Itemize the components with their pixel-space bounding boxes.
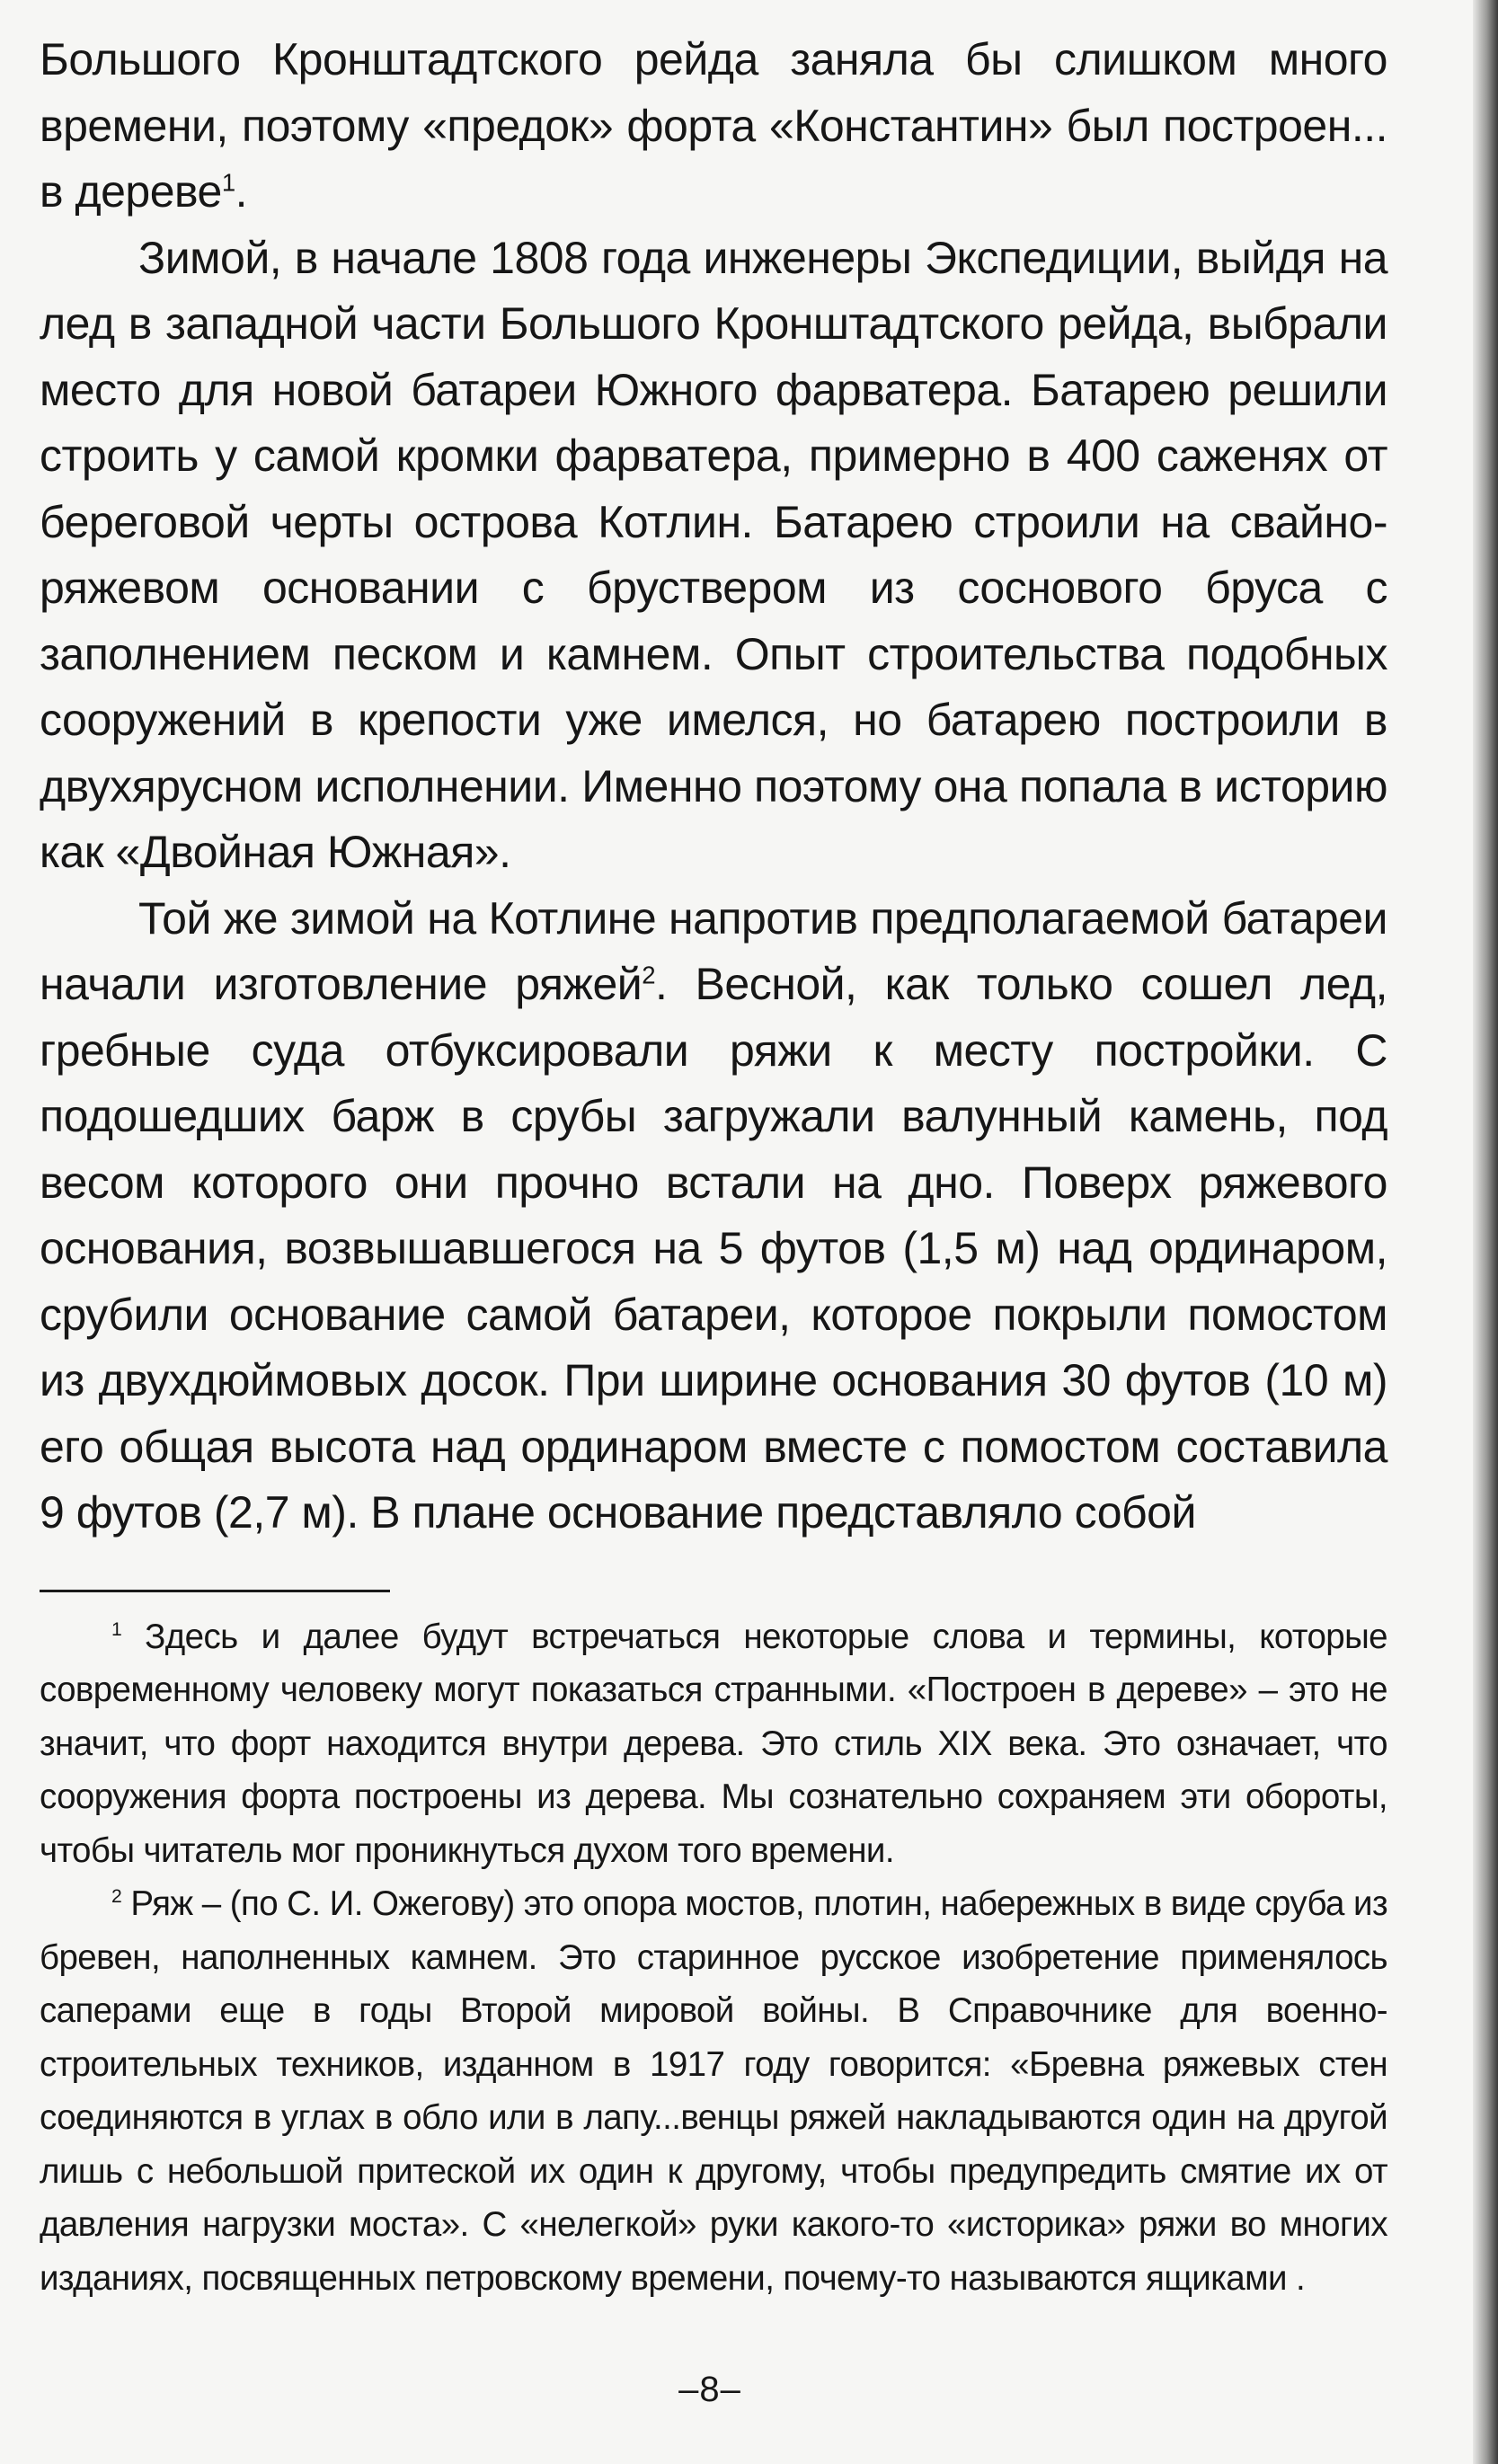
footnote-ref-1: 1 (221, 168, 235, 197)
footnotes (40, 1610, 1387, 2306)
footnote-divider (40, 1590, 390, 1592)
page-edge-shadow (1473, 0, 1498, 2464)
paragraph-3 (40, 886, 1387, 1547)
paragraph-1 (40, 27, 1387, 226)
footnote-1-mark: 1 (111, 1618, 122, 1640)
page-content (40, 27, 1387, 2305)
paragraph-3-text-after: . Весной, как только сошел лед, гребные суда отбуксировали ряжи к месту постройки. С подошедших барж в срубы загружали валунный камень, под весом которого они прочно встали на дно. Поверх ряжевого основания, возвышавшегося на 5 футов (1,5 м) над ординаром, срубили основание самой батареи, которое покрыли помостом из двухдюймовых досок. При ширине основания 30 футов (10 м) его общая высота над ординаром вместе с помостом составила 9 футов (2,7 м). В плане основание представляло собой (40, 959, 1387, 1538)
footnote-1-text: Здесь и далее будут встречаться некоторые слова и термины, которые современному человеку могут показаться странными. «Построен в дереве» – это не значит, что форт находится внутри дерева. Это стиль XIX века. Это означает, что сооружения форта построены из дерева. Мы сознательно сохраняем эти обороты, чтобы читатель мог проникнуться духом того времени. (40, 1617, 1387, 1870)
page-number: –8– (678, 2370, 741, 2409)
footnote-2-mark: 2 (111, 1886, 122, 1908)
main-text (40, 27, 1387, 1547)
paragraph-1-text: Большого Кронштадтского рейда заняла бы слишком много времени, поэтому «предок» форта «Константин» был построен... в дереве (40, 34, 1387, 217)
footnote-2 (40, 1877, 1387, 2305)
paragraph-3-text-before: Той же зимой на Котлине напротив предполагаемой батареи начали изготовление ряжей (40, 892, 1387, 1009)
paragraph-1-end: . (235, 166, 248, 217)
footnote-2-text: Ряж – (по С. И. Ожегову) это опора мостов, плотин, набережных в виде сруба из бревен, наполненных камнем. Это старинное русское изобретение применялось саперами еще в годы Второй мировой войны. В Справочнике для военно-строительных техников, изданном в 1917 году говорится: «Бревна ряжевых стен соединяются в углах в обло или в лапу...венцы ряжей накладываются один на другой лишь с небольшой притеской их один к другому, чтобы предупредить смятие их от давления нагрузки моста». С «нелегкой» руки какого-то «историка» ряжи во многих изданиях, посвященных петровскому времени, почему-то называются ящиками . (40, 1884, 1387, 2298)
paragraph-2: Зимой, в начале 1808 года инженеры Экспедиции, выйдя на лед в западной части Большого Кронштадтского рейда, выбрали место для новой батареи Южного фарватера. Батарею решили строить у самой кромки фарватера, примерно в 400 саженях от береговой черты острова Котлин. Батарею строили на свайно-ряжевом основании с бруствером из соснового бруса с заполнением песком и камнем. Опыт строительства подобных сооружений в крепости уже имелся, но батарею построили в двухярусном исполнении. Именно поэтому она попала в историю как «Двойная Южная». (40, 232, 1387, 877)
footnote-ref-2: 2 (642, 961, 655, 989)
footnote-1 (40, 1610, 1387, 1878)
